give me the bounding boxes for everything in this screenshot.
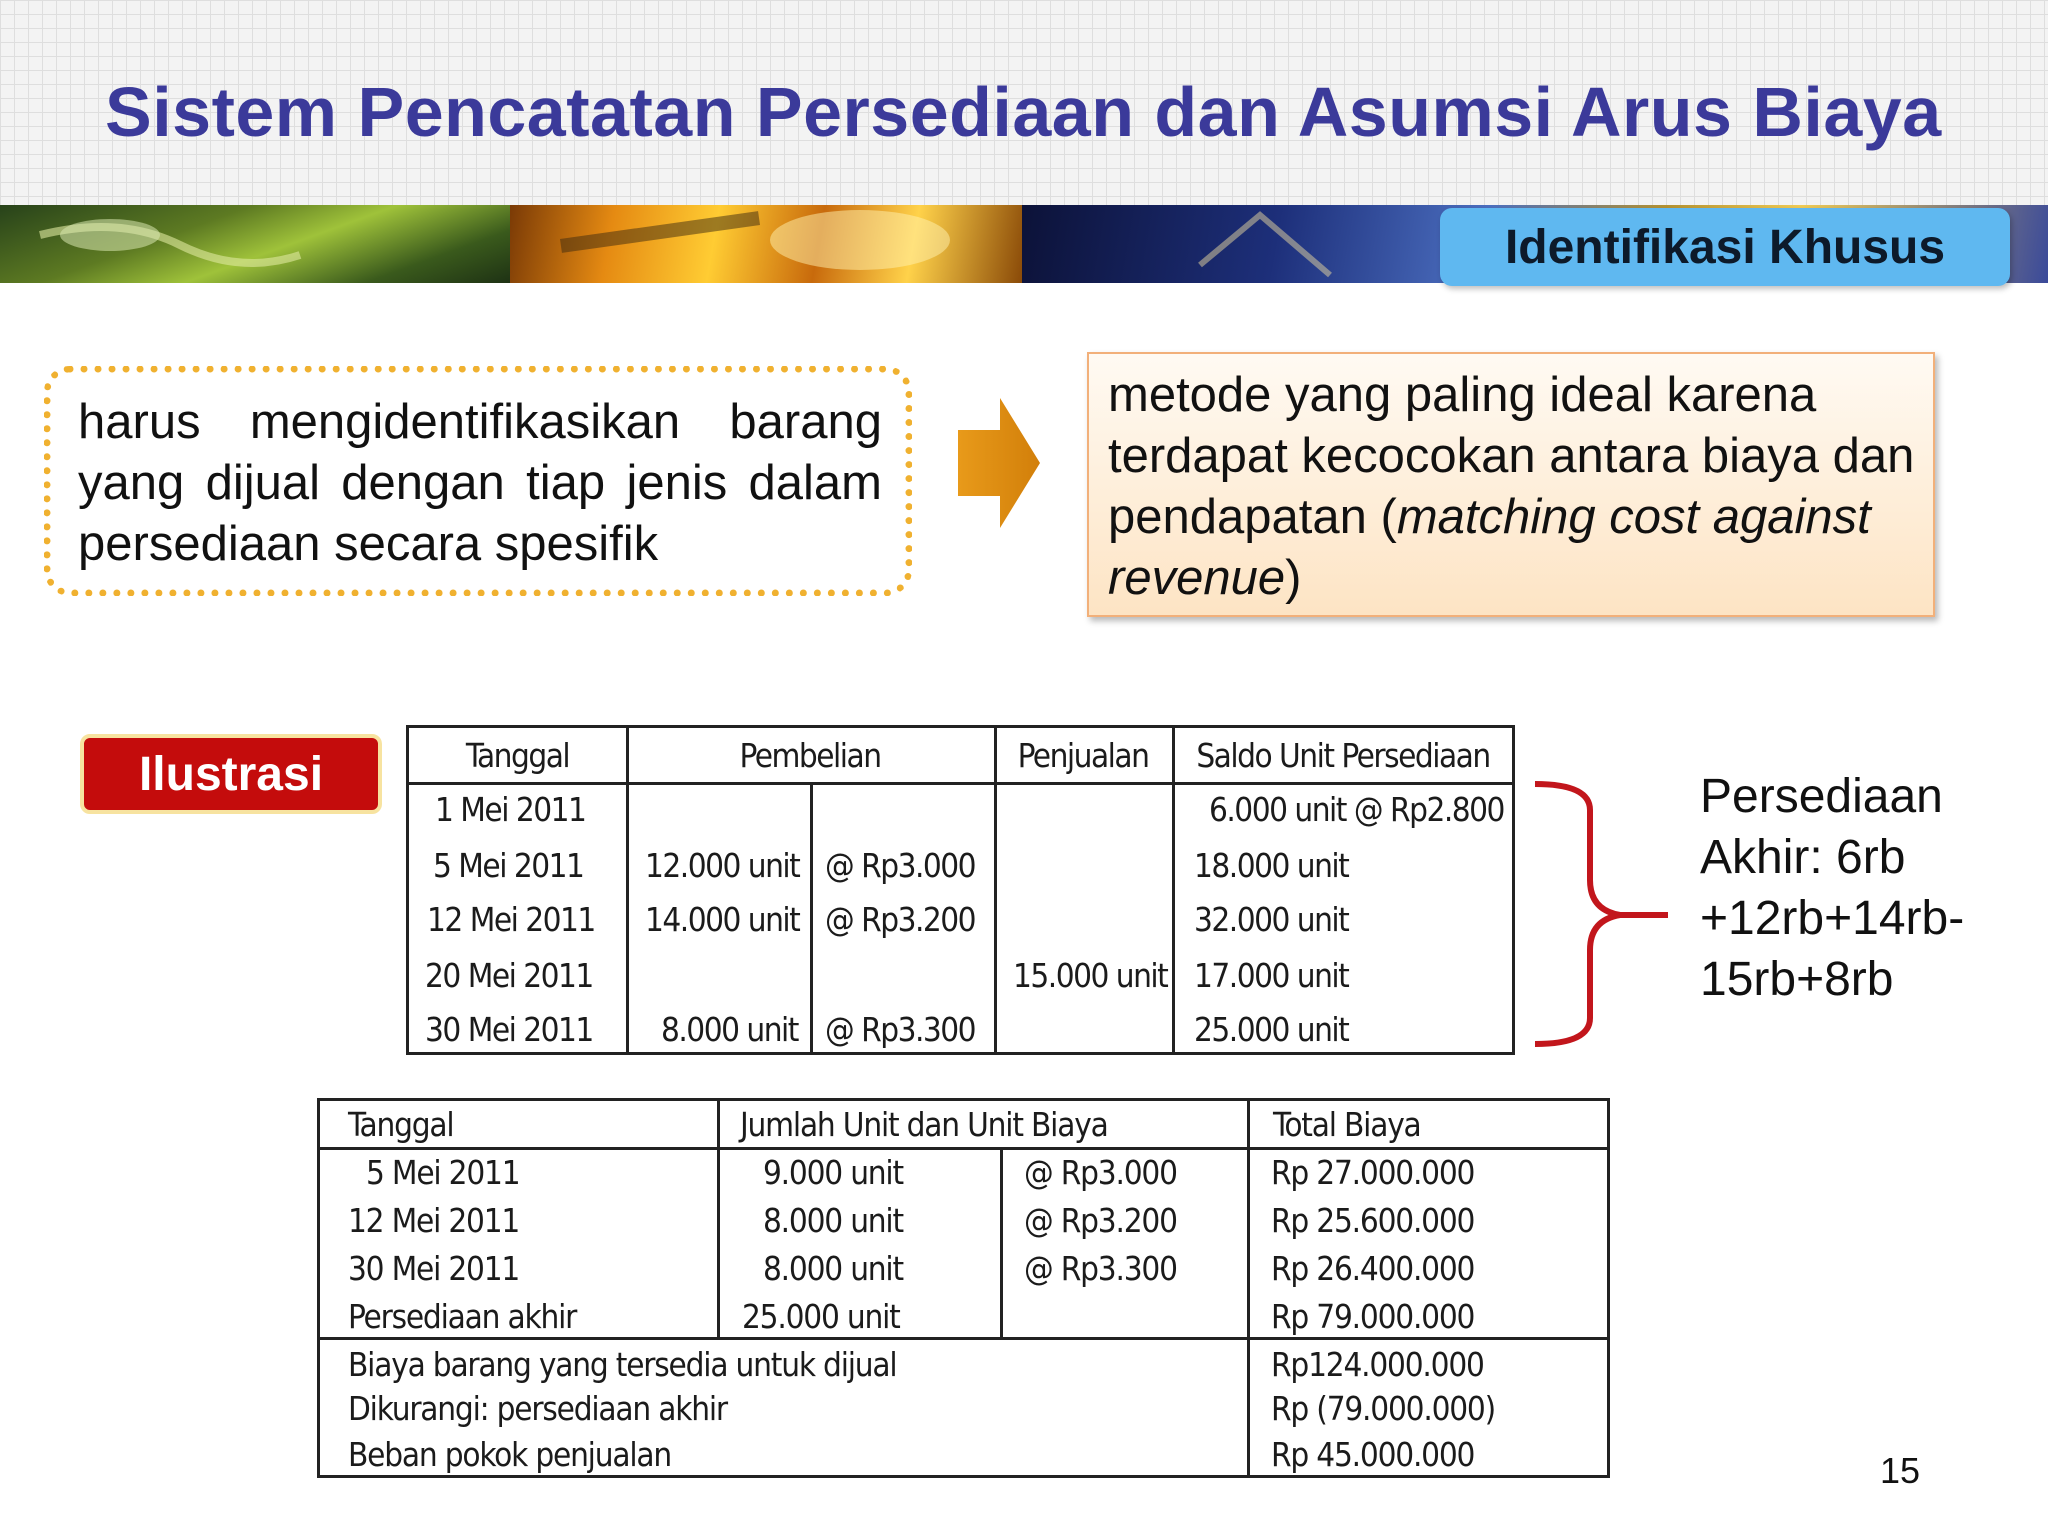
summary-total: Rp 45.000.000 [1271, 1435, 1475, 1474]
benefit-text-italic: matching cost against revenue [1108, 490, 1871, 605]
table-cell-date: 5 Mei 2011 [366, 1153, 520, 1192]
table-divider [320, 1147, 1607, 1150]
table-divider [810, 785, 813, 1052]
table-cell-balance: 17.000 unit [1194, 956, 1349, 995]
note-line: 15rb+8rb [1700, 953, 1894, 1006]
summary-label: Beban pokok penjualan [348, 1435, 672, 1474]
benefit-text [1108, 365, 1928, 609]
note-line: +12rb+14rb- [1700, 892, 1965, 945]
table-divider [1172, 728, 1175, 1052]
column-header: Tanggal [348, 1105, 454, 1144]
table-cell-price: @ Rp3.000 [825, 846, 976, 885]
table-cell-sale: 15.000 unit [1013, 956, 1168, 995]
summary-label: Biaya barang yang tersedia untuk dijual [348, 1345, 897, 1384]
table-cell-total: Rp 26.400.000 [1271, 1249, 1475, 1288]
benefit-text-end: ) [1285, 551, 1302, 605]
table-cell-balance: 25.000 unit [1194, 1010, 1349, 1049]
table-cell-total: Rp 79.000.000 [1271, 1297, 1475, 1336]
table-cell-date: 30 Mei 2011 [425, 1010, 593, 1049]
definition-text: harus mengidentifikasikan barang yang dijual dengan tiap jenis dalam persediaan secara spesifik [78, 395, 882, 571]
table-cell-cost: @ Rp3.000 [1024, 1153, 1177, 1192]
table-cell-total: Rp 25.600.000 [1271, 1201, 1475, 1240]
right-arrow-icon [958, 398, 1040, 528]
page-number: 15 [1880, 1450, 1921, 1491]
table-divider [320, 1337, 1607, 1340]
column-header: Saldo Unit Persediaan [1196, 736, 1490, 775]
table-cell-units: 9.000 unit [763, 1153, 903, 1192]
brace-icon [1530, 780, 1680, 1050]
table-cell-price: @ Rp3.200 [825, 900, 976, 939]
table-cell-cost: @ Rp3.300 [1024, 1249, 1177, 1288]
table-cell-balance: 18.000 unit [1194, 846, 1349, 885]
table-cell-units: 8.000 unit [763, 1201, 903, 1240]
summary-total: Rp124.000.000 [1271, 1345, 1484, 1384]
table-cell-date: 30 Mei 2011 [348, 1249, 520, 1288]
table-divider [1247, 1101, 1250, 1475]
cost-calculation-table [317, 1098, 1610, 1478]
note-line: Persediaan [1700, 770, 1943, 823]
ending-inventory-note [1700, 766, 2030, 1010]
slide-title: Sistem Pencatatan Persediaan dan Asumsi Arus Biaya [105, 73, 1942, 151]
column-header: Tanggal [465, 736, 570, 775]
summary-total: Rp (79.000.000) [1271, 1389, 1496, 1428]
column-header: Jumlah Unit dan Unit Biaya [740, 1105, 1108, 1144]
summary-label: Dikurangi: persediaan akhir [348, 1389, 727, 1428]
table-cell-qty: 8.000 unit [661, 1010, 798, 1049]
table-cell-cost: @ Rp3.200 [1024, 1201, 1177, 1240]
table-divider [409, 782, 1512, 785]
column-header: Pembelian [739, 736, 881, 775]
table-divider [1000, 1150, 1003, 1337]
table-cell-date: 20 Mei 2011 [425, 956, 593, 995]
inventory-movement-table [406, 725, 1515, 1055]
benefit-text-normal: metode yang paling ideal karena terdapat kecocokan antara biaya dan pendapatan ( [1108, 368, 1915, 544]
tab-identifikasi-khusus[interactable]: Identifikasi Khusus [1440, 208, 2010, 286]
table-cell-qty: 12.000 unit [645, 846, 800, 885]
table-cell-date: Persediaan akhir [348, 1297, 577, 1336]
table-cell-date: 5 Mei 2011 [433, 846, 584, 885]
table-cell-date: 12 Mei 2011 [427, 900, 595, 939]
table-divider [626, 728, 629, 1052]
column-header: Penjualan [1017, 736, 1149, 775]
table-cell-balance: 32.000 unit [1194, 900, 1349, 939]
table-cell-date: 12 Mei 2011 [348, 1201, 520, 1240]
table-divider [994, 728, 997, 1052]
table-cell-units: 8.000 unit [763, 1249, 903, 1288]
table-cell-price: @ Rp3.300 [825, 1010, 976, 1049]
table-divider [717, 1101, 720, 1337]
table-cell-balance: 6.000 unit @ Rp2.800 [1209, 790, 1504, 829]
table-cell-qty: 14.000 unit [645, 900, 800, 939]
note-line: Akhir: 6rb [1700, 831, 1906, 884]
column-header: Total Biaya [1273, 1105, 1421, 1144]
ilustrasi-badge: Ilustrasi [80, 734, 382, 814]
table-cell-units: 25.000 unit [742, 1297, 900, 1336]
table-cell-date: 1 Mei 2011 [435, 790, 586, 829]
table-cell-total: Rp 27.000.000 [1271, 1153, 1475, 1192]
